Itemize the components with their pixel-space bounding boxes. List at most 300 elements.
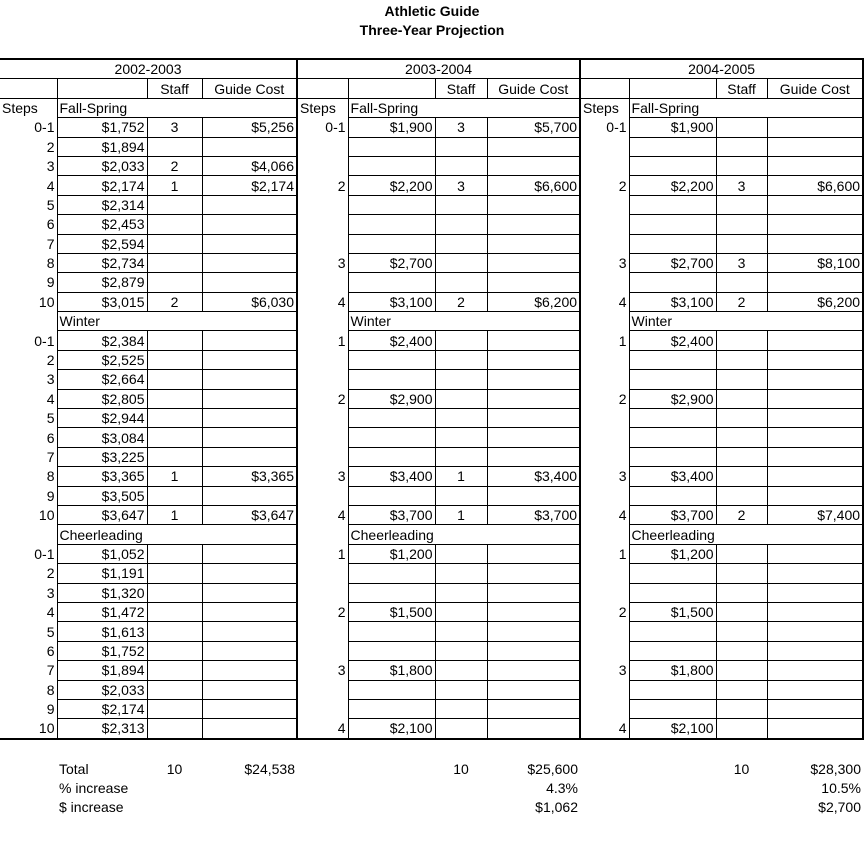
blank-cell [348, 798, 435, 817]
rate-cell: $3,647 [57, 505, 147, 524]
step-cell [580, 273, 629, 292]
step-cell: 0-1 [580, 118, 629, 137]
rate-cell: $2,313 [57, 719, 147, 739]
step-cell: 9 [46, 274, 55, 291]
rate-cell [629, 350, 716, 369]
rate-cell: $2,400 [348, 331, 435, 350]
blank-cell [629, 798, 716, 817]
step-cell: 0-1 [297, 118, 348, 137]
step-cell: 4 [297, 505, 348, 524]
step-cell [297, 409, 348, 428]
staff-cell [435, 137, 487, 156]
rate-cell: $3,084 [57, 428, 147, 447]
rate-cell: $2,200 [348, 176, 435, 195]
rate-cell [348, 215, 435, 234]
staff-cell: 1 [147, 505, 202, 524]
page-subtitle: Three-Year Projection [359, 22, 505, 38]
staff-cell: 2 [147, 156, 202, 175]
staff-cell [435, 156, 487, 175]
cost-header: Guide Cost [487, 79, 580, 98]
steps-header: Steps [580, 98, 629, 117]
rate-cell: $2,879 [57, 273, 147, 292]
rate-cell [629, 564, 716, 583]
step-cell [297, 583, 348, 602]
step-cell [297, 564, 348, 583]
step-cell [580, 680, 629, 699]
cost-cell [202, 428, 297, 447]
cost-cell [202, 680, 297, 699]
staff-cell [147, 447, 202, 466]
totals-value: $25,600 [527, 761, 578, 777]
cost-cell [202, 583, 297, 602]
staff-cell [435, 253, 487, 272]
header-blank [629, 79, 716, 98]
rate-cell [348, 680, 435, 699]
rate-cell: $1,800 [629, 661, 716, 680]
cost-cell [202, 409, 297, 428]
rate-cell [629, 486, 716, 505]
cost-cell [202, 137, 297, 156]
rate-cell [348, 273, 435, 292]
header-blank [57, 79, 147, 98]
rate-cell: $1,752 [57, 118, 147, 137]
staff-cell: 1 [435, 505, 487, 524]
rate-cell: $1,752 [57, 641, 147, 660]
rate-cell: $2,100 [629, 719, 716, 739]
cost-cell [202, 370, 297, 389]
staff-cell [147, 583, 202, 602]
staff-cell [435, 661, 487, 680]
blank-cell [0, 312, 57, 331]
totals-staff [435, 798, 487, 817]
step-cell [297, 447, 348, 466]
cost-cell [202, 350, 297, 369]
totals-staff [147, 798, 202, 817]
rate-cell [629, 699, 716, 718]
step-cell [580, 370, 629, 389]
totals-value [202, 779, 297, 798]
staff-cell [435, 370, 487, 389]
staff-cell [435, 447, 487, 466]
step-cell: 8 [46, 681, 55, 698]
staff-cell [716, 661, 767, 680]
step-cell: 3 [297, 661, 348, 680]
staff-cell [716, 370, 767, 389]
step-cell: 2 [580, 389, 629, 408]
cost-cell [487, 447, 580, 466]
rate-cell: $2,033 [57, 680, 147, 699]
step-cell [580, 215, 629, 234]
step-cell: 2 [297, 176, 348, 195]
rate-cell: $2,384 [57, 331, 147, 350]
step-cell: 8 [46, 255, 55, 272]
staff-cell [716, 622, 767, 641]
rate-cell: $1,900 [629, 118, 716, 137]
step-cell [580, 447, 629, 466]
cost-cell [767, 641, 863, 660]
totals-label: % increase [59, 780, 129, 796]
totals-value: $2,700 [818, 799, 861, 815]
cost-cell [202, 719, 297, 739]
staff-cell: 1 [435, 467, 487, 486]
cost-cell [487, 409, 580, 428]
step-cell: 1 [580, 331, 629, 350]
guide-table [0, 58, 864, 740]
cost-cell: $3,365 [202, 467, 297, 486]
step-cell: 3 [297, 467, 348, 486]
totals-staff [716, 779, 767, 798]
step-cell [580, 564, 629, 583]
staff-cell: 1 [147, 467, 202, 486]
cost-cell: $6,600 [487, 176, 580, 195]
totals-staff: 10 [166, 761, 183, 777]
cost-cell [767, 544, 863, 563]
rate-cell: $2,100 [348, 719, 435, 739]
staff-cell [147, 622, 202, 641]
cost-cell [487, 719, 580, 739]
staff-cell [716, 544, 767, 563]
cost-cell [487, 273, 580, 292]
totals-value: 10.5% [821, 780, 861, 796]
step-cell: 9 [46, 701, 55, 718]
cost-cell: $8,100 [767, 253, 863, 272]
cost-cell [767, 234, 863, 253]
rate-cell: $1,500 [348, 602, 435, 621]
staff-cell [147, 544, 202, 563]
step-cell: 4 [46, 177, 55, 194]
staff-cell: 2 [716, 292, 767, 311]
step-cell: 2 [580, 176, 629, 195]
staff-cell: 3 [147, 118, 202, 137]
totals-staff [435, 779, 487, 798]
step-cell: 4 [46, 390, 55, 407]
rate-cell: $3,700 [348, 505, 435, 524]
header-blank [580, 79, 629, 98]
step-cell [297, 273, 348, 292]
step-cell: 2 [297, 602, 348, 621]
step-cell [580, 428, 629, 447]
staff-header: Staff [435, 79, 487, 98]
rate-cell: $1,900 [348, 118, 435, 137]
section-label: Cheerleading [348, 525, 580, 544]
rate-cell: $2,594 [57, 234, 147, 253]
rate-cell: $3,700 [629, 505, 716, 524]
totals-value: $1,062 [535, 799, 578, 815]
cost-cell [487, 622, 580, 641]
cost-cell [487, 641, 580, 660]
step-cell: 4 [580, 292, 629, 311]
rate-cell: $2,700 [348, 253, 435, 272]
staff-cell [147, 273, 202, 292]
step-cell [297, 195, 348, 214]
staff-cell [716, 234, 767, 253]
staff-cell [435, 215, 487, 234]
totals-label: $ increase [59, 799, 124, 815]
blank-cell [580, 760, 629, 779]
cost-cell [767, 350, 863, 369]
blank-cell [297, 798, 348, 817]
step-cell: 9 [46, 487, 55, 504]
rate-cell: $2,900 [348, 389, 435, 408]
step-cell [580, 409, 629, 428]
blank-cell [580, 312, 629, 331]
blank-cell [629, 760, 716, 779]
staff-cell [435, 602, 487, 621]
cost-cell [202, 622, 297, 641]
step-cell [580, 195, 629, 214]
step-cell [297, 486, 348, 505]
step-cell: 4 [580, 505, 629, 524]
blank-cell [297, 312, 348, 331]
staff-cell [716, 467, 767, 486]
cost-cell [487, 389, 580, 408]
step-cell: 6 [46, 642, 55, 659]
staff-cell [716, 564, 767, 583]
step-cell: 2 [46, 138, 55, 155]
rate-cell: $2,805 [57, 389, 147, 408]
rate-cell [629, 583, 716, 602]
staff-cell [435, 331, 487, 350]
step-cell: 0-1 [34, 545, 55, 562]
cost-cell [767, 156, 863, 175]
cost-cell [202, 564, 297, 583]
staff-cell [147, 253, 202, 272]
step-cell [297, 370, 348, 389]
cost-cell [767, 331, 863, 350]
cost-cell [767, 215, 863, 234]
step-cell: 7 [46, 662, 55, 679]
rate-cell [348, 564, 435, 583]
rate-cell [348, 622, 435, 641]
cost-cell [487, 486, 580, 505]
step-cell: 6 [46, 429, 55, 446]
step-cell [297, 680, 348, 699]
cost-cell: $6,200 [767, 292, 863, 311]
cost-cell [767, 583, 863, 602]
cost-cell [202, 195, 297, 214]
step-cell [580, 234, 629, 253]
rate-cell: $3,400 [348, 467, 435, 486]
step-cell: 5 [46, 410, 55, 427]
rate-cell: $2,453 [57, 215, 147, 234]
staff-cell [435, 583, 487, 602]
cost-cell [202, 234, 297, 253]
cost-cell [487, 156, 580, 175]
cost-cell [767, 195, 863, 214]
cost-cell [487, 137, 580, 156]
step-cell: 3 [580, 661, 629, 680]
step-cell: 1 [297, 544, 348, 563]
totals-staff [716, 798, 767, 817]
cost-cell [767, 719, 863, 739]
staff-cell [716, 699, 767, 718]
staff-cell [435, 544, 487, 563]
section-label: Winter [57, 312, 297, 331]
staff-cell [716, 137, 767, 156]
step-cell [297, 156, 348, 175]
rate-cell [629, 641, 716, 660]
section-label: Cheerleading [629, 525, 863, 544]
step-cell: 3 [46, 158, 55, 175]
step-cell [297, 234, 348, 253]
rate-cell [629, 447, 716, 466]
cost-cell [202, 544, 297, 563]
staff-cell [435, 641, 487, 660]
cost-cell: $3,700 [487, 505, 580, 524]
staff-cell [147, 428, 202, 447]
staff-cell [435, 719, 487, 739]
step-cell [580, 699, 629, 718]
rate-cell [629, 622, 716, 641]
rate-cell: $2,664 [57, 370, 147, 389]
staff-cell [716, 350, 767, 369]
staff-cell [435, 622, 487, 641]
rate-cell: $1,200 [348, 544, 435, 563]
step-cell: 0-1 [34, 119, 55, 136]
rate-cell: $2,900 [629, 389, 716, 408]
rate-cell [629, 428, 716, 447]
step-cell [297, 699, 348, 718]
section-label: Fall-Spring [348, 98, 580, 117]
step-cell: 10 [0, 719, 57, 739]
cost-cell [767, 273, 863, 292]
staff-cell [716, 195, 767, 214]
totals-value: 4.3% [546, 780, 578, 796]
year-header: 2004-2005 [580, 59, 863, 79]
rate-cell [348, 641, 435, 660]
staff-cell [716, 447, 767, 466]
total-row [0, 760, 863, 779]
rate-cell [348, 409, 435, 428]
cost-cell [767, 137, 863, 156]
rate-cell [348, 156, 435, 175]
rate-cell: $1,191 [57, 564, 147, 583]
staff-cell [147, 699, 202, 718]
step-cell: 4 [297, 292, 348, 311]
step-cell [580, 583, 629, 602]
staff-cell [435, 680, 487, 699]
blank-cell [580, 798, 629, 817]
rate-cell: $3,100 [348, 292, 435, 311]
staff-cell [716, 583, 767, 602]
step-cell: 5 [46, 196, 55, 213]
rate-cell: $1,320 [57, 583, 147, 602]
staff-cell [716, 273, 767, 292]
rate-cell [348, 699, 435, 718]
blank-cell [297, 525, 348, 544]
cost-cell [767, 118, 863, 137]
cost-cell [487, 583, 580, 602]
staff-cell [147, 234, 202, 253]
step-cell: 4 [46, 604, 55, 621]
staff-cell [435, 195, 487, 214]
staff-header: Staff [716, 79, 767, 98]
rate-cell: $2,200 [629, 176, 716, 195]
cost-cell [487, 215, 580, 234]
year-header: 2003-2004 [297, 59, 580, 79]
cost-cell: $2,174 [202, 176, 297, 195]
rate-cell [348, 137, 435, 156]
blank-cell [0, 798, 57, 817]
staff-cell [147, 389, 202, 408]
staff-cell [147, 602, 202, 621]
totals-label: Total [59, 761, 89, 777]
step-cell: 2 [46, 565, 55, 582]
staff-cell [435, 409, 487, 428]
rate-cell: $2,734 [57, 253, 147, 272]
cost-cell [767, 622, 863, 641]
rate-cell [629, 215, 716, 234]
staff-header: Staff [147, 79, 202, 98]
staff-cell [716, 602, 767, 621]
staff-cell [716, 719, 767, 739]
step-cell: 1 [297, 331, 348, 350]
staff-cell [716, 409, 767, 428]
step-cell: 3 [297, 253, 348, 272]
step-cell: 1 [580, 544, 629, 563]
rate-cell: $3,015 [57, 292, 147, 311]
cost-cell [767, 699, 863, 718]
totals-table [0, 760, 863, 817]
rate-cell: $3,225 [57, 447, 147, 466]
totals-staff: 10 [733, 761, 750, 777]
blank-cell [297, 779, 348, 798]
blank-cell [0, 525, 57, 544]
staff-cell [147, 641, 202, 660]
cost-cell [767, 409, 863, 428]
rate-cell: $3,100 [629, 292, 716, 311]
step-cell: 0-1 [34, 332, 55, 349]
staff-cell [716, 389, 767, 408]
step-cell: 10 [38, 293, 55, 310]
rate-cell [348, 428, 435, 447]
cost-header: Guide Cost [202, 79, 297, 98]
staff-cell [435, 234, 487, 253]
staff-cell [435, 428, 487, 447]
step-cell: 6 [46, 216, 55, 233]
cost-cell [487, 699, 580, 718]
rate-cell [629, 234, 716, 253]
page-title: Athletic Guide [384, 3, 480, 19]
cost-cell [487, 234, 580, 253]
dollar-increase-row [0, 798, 863, 817]
staff-cell [435, 350, 487, 369]
cost-cell: $5,700 [487, 118, 580, 137]
cost-cell [202, 273, 297, 292]
blank-cell [297, 760, 348, 779]
staff-cell: 2 [435, 292, 487, 311]
staff-cell [716, 428, 767, 447]
step-cell [580, 137, 629, 156]
step-cell [580, 156, 629, 175]
cost-cell: $6,030 [202, 292, 297, 311]
staff-cell: 2 [716, 505, 767, 524]
rate-cell: $1,200 [629, 544, 716, 563]
staff-cell [147, 680, 202, 699]
cost-cell [767, 486, 863, 505]
cost-cell [202, 389, 297, 408]
rate-cell [629, 273, 716, 292]
staff-cell [147, 137, 202, 156]
blank-cell [629, 779, 716, 798]
rate-cell [629, 195, 716, 214]
blank-cell [0, 760, 57, 779]
cost-cell [202, 699, 297, 718]
rate-cell [348, 486, 435, 505]
step-cell: 2 [46, 352, 55, 369]
rate-cell: $2,174 [57, 176, 147, 195]
step-cell [297, 641, 348, 660]
